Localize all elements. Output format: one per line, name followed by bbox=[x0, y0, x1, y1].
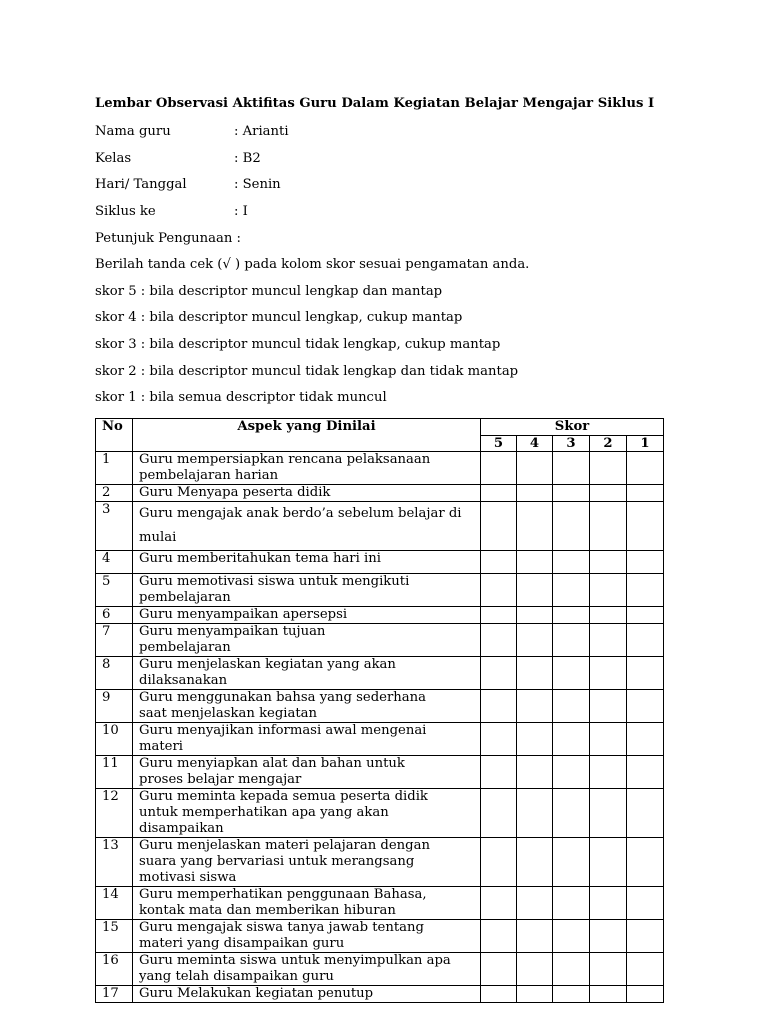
score-checkbox-cell[interactable] bbox=[553, 986, 590, 1003]
row-number: 13 bbox=[96, 838, 133, 887]
aspect-text-line: Guru mengajak siswa tanya jawab tentang bbox=[139, 920, 424, 935]
score-checkbox-cell[interactable] bbox=[517, 624, 553, 657]
score-checkbox-cell[interactable] bbox=[590, 485, 627, 502]
field-hari-tanggal bbox=[95, 177, 281, 192]
score-checkbox-cell[interactable] bbox=[517, 502, 553, 551]
score-checkbox-cell[interactable] bbox=[590, 607, 627, 624]
aspect-text-line: proses belajar mengajar bbox=[139, 772, 302, 787]
score-checkbox-cell[interactable] bbox=[553, 723, 590, 756]
score-checkbox-cell[interactable] bbox=[481, 789, 517, 838]
aspect-text-line: pembelajaran harian bbox=[139, 468, 279, 483]
document-title: Lembar Observasi Aktifitas Guru Dalam Kegiatan Belajar Mengajar Siklus I bbox=[95, 96, 655, 111]
row-number: 15 bbox=[96, 920, 133, 953]
aspect-text-line: dilaksanakan bbox=[139, 673, 228, 688]
aspect-text-line: saat menjelaskan kegiatan bbox=[139, 706, 318, 721]
score-checkbox-cell[interactable] bbox=[481, 887, 517, 920]
score-checkbox-cell[interactable] bbox=[590, 953, 627, 986]
score-checkbox-cell[interactable] bbox=[553, 690, 590, 723]
aspect-text-line: untuk memperhatikan apa yang akan bbox=[139, 805, 389, 820]
score-checkbox-cell[interactable] bbox=[553, 502, 590, 551]
score-definition: skor 1 : bila semua descriptor tidak muncul bbox=[95, 390, 387, 405]
aspect-text-line: kontak mata dan memberikan hiburan bbox=[139, 903, 396, 918]
aspect-cell bbox=[133, 986, 481, 1003]
observation-table bbox=[95, 418, 664, 1003]
score-checkbox-cell[interactable] bbox=[481, 838, 517, 887]
aspect-cell bbox=[133, 920, 481, 953]
field-nama-guru bbox=[95, 124, 289, 139]
score-checkbox-cell[interactable] bbox=[590, 920, 627, 953]
header-score-1: 1 bbox=[627, 436, 664, 452]
aspect-text-line: materi yang disampaikan guru bbox=[139, 936, 345, 951]
score-checkbox-cell[interactable] bbox=[481, 986, 517, 1003]
score-checkbox-cell[interactable] bbox=[553, 624, 590, 657]
aspect-text-line: pembelajaran bbox=[139, 590, 231, 605]
score-checkbox-cell[interactable] bbox=[481, 607, 517, 624]
score-checkbox-cell[interactable] bbox=[517, 607, 553, 624]
score-definition: skor 2 : bila descriptor muncul tidak lengkap dan tidak mantap bbox=[95, 364, 519, 379]
aspect-cell bbox=[133, 789, 481, 838]
aspect-cell bbox=[133, 657, 481, 690]
table-row bbox=[96, 551, 664, 574]
row-number: 8 bbox=[96, 657, 133, 690]
score-checkbox-cell[interactable] bbox=[590, 452, 627, 485]
aspect-cell bbox=[133, 723, 481, 756]
aspect-cell bbox=[133, 607, 481, 624]
score-checkbox-cell[interactable] bbox=[553, 887, 590, 920]
score-definition: skor 4 : bila descriptor muncul lengkap, cukup mantap bbox=[95, 310, 463, 325]
row-number: 7 bbox=[96, 624, 133, 657]
table-body bbox=[96, 452, 664, 1003]
score-checkbox-cell[interactable] bbox=[481, 690, 517, 723]
score-checkbox-cell[interactable] bbox=[481, 657, 517, 690]
row-number: 4 bbox=[96, 551, 133, 574]
field-label: Siklus ke bbox=[95, 204, 156, 219]
score-checkbox-cell[interactable] bbox=[627, 624, 664, 657]
aspect-text-line: Guru memperhatikan penggunaan Bahasa, bbox=[139, 887, 427, 902]
score-checkbox-cell[interactable] bbox=[553, 953, 590, 986]
score-checkbox-cell[interactable] bbox=[627, 485, 664, 502]
score-checkbox-cell[interactable] bbox=[627, 657, 664, 690]
header-no: No bbox=[96, 419, 133, 452]
score-checkbox-cell[interactable] bbox=[627, 986, 664, 1003]
score-definition: skor 5 : bila descriptor muncul lengkap dan mantap bbox=[95, 284, 443, 299]
aspect-text-line: Guru Menyapa peserta didik bbox=[139, 485, 331, 500]
score-checkbox-cell[interactable] bbox=[517, 953, 553, 986]
score-checkbox-cell[interactable] bbox=[553, 920, 590, 953]
score-checkbox-cell[interactable] bbox=[481, 920, 517, 953]
aspect-cell bbox=[133, 574, 481, 607]
instructions-line: Berilah tanda cek (√ ) pada kolom skor sesuai pengamatan anda. bbox=[95, 257, 530, 272]
score-checkbox-cell[interactable] bbox=[517, 838, 553, 887]
score-checkbox-cell[interactable] bbox=[517, 690, 553, 723]
aspect-text-line: Guru menyajikan informasi awal mengenai bbox=[139, 723, 427, 738]
field-value: : B2 bbox=[234, 151, 261, 166]
aspect-text-line: Guru mengajak anak berdo’a sebelum belajar di bbox=[139, 506, 462, 521]
score-checkbox-cell[interactable] bbox=[627, 690, 664, 723]
row-number: 10 bbox=[96, 723, 133, 756]
score-checkbox-cell[interactable] bbox=[481, 953, 517, 986]
table-row bbox=[96, 920, 664, 953]
aspect-text-line: motivasi siswa bbox=[139, 870, 237, 885]
score-checkbox-cell[interactable] bbox=[590, 624, 627, 657]
header-score-2: 2 bbox=[590, 436, 627, 452]
score-checkbox-cell[interactable] bbox=[627, 756, 664, 789]
score-checkbox-cell[interactable] bbox=[590, 756, 627, 789]
score-checkbox-cell[interactable] bbox=[553, 789, 590, 838]
aspect-text-line: materi bbox=[139, 739, 183, 754]
score-checkbox-cell[interactable] bbox=[481, 502, 517, 551]
aspect-text-line: Guru memberitahukan tema hari ini bbox=[139, 551, 381, 566]
score-checkbox-cell[interactable] bbox=[481, 624, 517, 657]
score-checkbox-cell[interactable] bbox=[627, 607, 664, 624]
score-checkbox-cell[interactable] bbox=[627, 551, 664, 574]
score-checkbox-cell[interactable] bbox=[590, 690, 627, 723]
header-score-5: 5 bbox=[481, 436, 517, 452]
score-checkbox-cell[interactable] bbox=[627, 723, 664, 756]
score-checkbox-cell[interactable] bbox=[481, 574, 517, 607]
aspect-text-line: disampaikan bbox=[139, 821, 224, 836]
aspect-text-line: Guru meminta kepada semua peserta didik bbox=[139, 789, 428, 804]
score-checkbox-cell[interactable] bbox=[590, 574, 627, 607]
row-number: 3 bbox=[96, 502, 133, 551]
score-checkbox-cell[interactable] bbox=[517, 657, 553, 690]
aspect-text-line: Guru menggunakan bahsa yang sederhana bbox=[139, 690, 426, 705]
table-row bbox=[96, 574, 664, 607]
header-skor: Skor bbox=[481, 419, 664, 436]
field-label: Hari/ Tanggal bbox=[95, 177, 187, 192]
aspect-cell bbox=[133, 551, 481, 574]
aspect-cell bbox=[133, 953, 481, 986]
header-aspect: Aspek yang Dinilai bbox=[133, 419, 481, 452]
table-row bbox=[96, 723, 664, 756]
table-row bbox=[96, 624, 664, 657]
score-checkbox-cell[interactable] bbox=[553, 485, 590, 502]
field-label: Kelas bbox=[95, 151, 132, 166]
score-checkbox-cell[interactable] bbox=[627, 838, 664, 887]
aspect-text-line: Guru Melakukan kegiatan penutup bbox=[139, 986, 374, 1001]
header-score-4: 4 bbox=[517, 436, 553, 452]
score-checkbox-cell[interactable] bbox=[590, 723, 627, 756]
row-number: 17 bbox=[96, 986, 133, 1003]
table-row bbox=[96, 657, 664, 690]
score-checkbox-cell[interactable] bbox=[627, 574, 664, 607]
field-siklus bbox=[95, 204, 248, 219]
score-checkbox-cell[interactable] bbox=[590, 551, 627, 574]
score-checkbox-cell[interactable] bbox=[553, 551, 590, 574]
score-checkbox-cell[interactable] bbox=[553, 756, 590, 789]
aspect-text-line: suara yang bervariasi untuk merangsang bbox=[139, 854, 415, 869]
score-checkbox-cell[interactable] bbox=[590, 657, 627, 690]
score-checkbox-cell[interactable] bbox=[517, 887, 553, 920]
aspect-cell bbox=[133, 452, 481, 485]
score-checkbox-cell[interactable] bbox=[517, 574, 553, 607]
score-checkbox-cell[interactable] bbox=[590, 838, 627, 887]
aspect-text-line: Guru mempersiapkan rencana pelaksanaan bbox=[139, 452, 431, 467]
row-number: 5 bbox=[96, 574, 133, 607]
field-kelas bbox=[95, 151, 261, 166]
aspect-text-line: Guru menyampaikan tujuan bbox=[139, 624, 326, 639]
score-checkbox-cell[interactable] bbox=[553, 452, 590, 485]
score-checkbox-cell[interactable] bbox=[627, 452, 664, 485]
score-checkbox-cell[interactable] bbox=[553, 574, 590, 607]
table-row bbox=[96, 485, 664, 502]
aspect-cell bbox=[133, 756, 481, 789]
table-row bbox=[96, 986, 664, 1003]
aspect-text-line: Guru menjelaskan kegiatan yang akan bbox=[139, 657, 396, 672]
aspect-cell bbox=[133, 887, 481, 920]
score-checkbox-cell[interactable] bbox=[517, 986, 553, 1003]
score-checkbox-cell[interactable] bbox=[590, 502, 627, 551]
score-checkbox-cell[interactable] bbox=[517, 789, 553, 838]
table-row bbox=[96, 838, 664, 887]
aspect-text-line: Guru meminta siswa untuk menyimpulkan apa bbox=[139, 953, 451, 968]
aspect-cell bbox=[133, 690, 481, 723]
table-row bbox=[96, 690, 664, 723]
score-checkbox-cell[interactable] bbox=[627, 953, 664, 986]
table-row bbox=[96, 756, 664, 789]
score-checkbox-cell[interactable] bbox=[590, 789, 627, 838]
score-checkbox-cell[interactable] bbox=[481, 756, 517, 789]
row-number: 11 bbox=[96, 756, 133, 789]
score-checkbox-cell[interactable] bbox=[553, 838, 590, 887]
instructions-heading: Petunjuk Pengunaan : bbox=[95, 231, 241, 246]
score-definition: skor 3 : bila descriptor muncul tidak lengkap, cukup mantap bbox=[95, 337, 501, 352]
field-value: : Senin bbox=[234, 177, 281, 192]
score-checkbox-cell[interactable] bbox=[627, 789, 664, 838]
table-row bbox=[96, 953, 664, 986]
aspect-text-line: Guru memotivasi siswa untuk mengikuti bbox=[139, 574, 410, 589]
row-number: 6 bbox=[96, 607, 133, 624]
score-checkbox-cell[interactable] bbox=[517, 551, 553, 574]
score-checkbox-cell[interactable] bbox=[481, 551, 517, 574]
score-checkbox-cell[interactable] bbox=[590, 887, 627, 920]
score-checkbox-cell[interactable] bbox=[481, 485, 517, 502]
score-checkbox-cell[interactable] bbox=[553, 657, 590, 690]
aspect-text-line: Guru menyampaikan apersepsi bbox=[139, 607, 348, 622]
aspect-text-line: mulai bbox=[139, 530, 177, 545]
row-number: 1 bbox=[96, 452, 133, 485]
row-number: 2 bbox=[96, 485, 133, 502]
table-row bbox=[96, 789, 664, 838]
score-checkbox-cell[interactable] bbox=[517, 920, 553, 953]
aspect-text-line: Guru menjelaskan materi pelajaran dengan bbox=[139, 838, 430, 853]
header-score-3: 3 bbox=[553, 436, 590, 452]
row-number: 16 bbox=[96, 953, 133, 986]
table-row bbox=[96, 607, 664, 624]
score-checkbox-cell[interactable] bbox=[553, 607, 590, 624]
score-checkbox-cell[interactable] bbox=[590, 986, 627, 1003]
aspect-text-line: Guru menyiapkan alat dan bahan untuk bbox=[139, 756, 405, 771]
row-number: 14 bbox=[96, 887, 133, 920]
table-row bbox=[96, 452, 664, 485]
score-checkbox-cell[interactable] bbox=[627, 502, 664, 551]
score-checkbox-cell[interactable] bbox=[481, 452, 517, 485]
table-row bbox=[96, 502, 664, 551]
aspect-text-line: yang telah disampaikan guru bbox=[139, 969, 334, 984]
field-label: Nama guru bbox=[95, 124, 171, 139]
score-checkbox-cell[interactable] bbox=[627, 887, 664, 920]
table-row bbox=[96, 887, 664, 920]
aspect-cell bbox=[133, 624, 481, 657]
aspect-cell bbox=[133, 838, 481, 887]
score-checkbox-cell[interactable] bbox=[517, 485, 553, 502]
score-checkbox-cell[interactable] bbox=[627, 920, 664, 953]
aspect-cell bbox=[133, 502, 481, 551]
score-checkbox-cell[interactable] bbox=[517, 723, 553, 756]
row-number: 9 bbox=[96, 690, 133, 723]
aspect-cell bbox=[133, 485, 481, 502]
row-number: 12 bbox=[96, 789, 133, 838]
aspect-text-line: pembelajaran bbox=[139, 640, 231, 655]
field-value: : Arianti bbox=[234, 124, 289, 139]
field-value: : I bbox=[234, 204, 248, 219]
score-checkbox-cell[interactable] bbox=[517, 756, 553, 789]
score-checkbox-cell[interactable] bbox=[481, 723, 517, 756]
score-checkbox-cell[interactable] bbox=[517, 452, 553, 485]
